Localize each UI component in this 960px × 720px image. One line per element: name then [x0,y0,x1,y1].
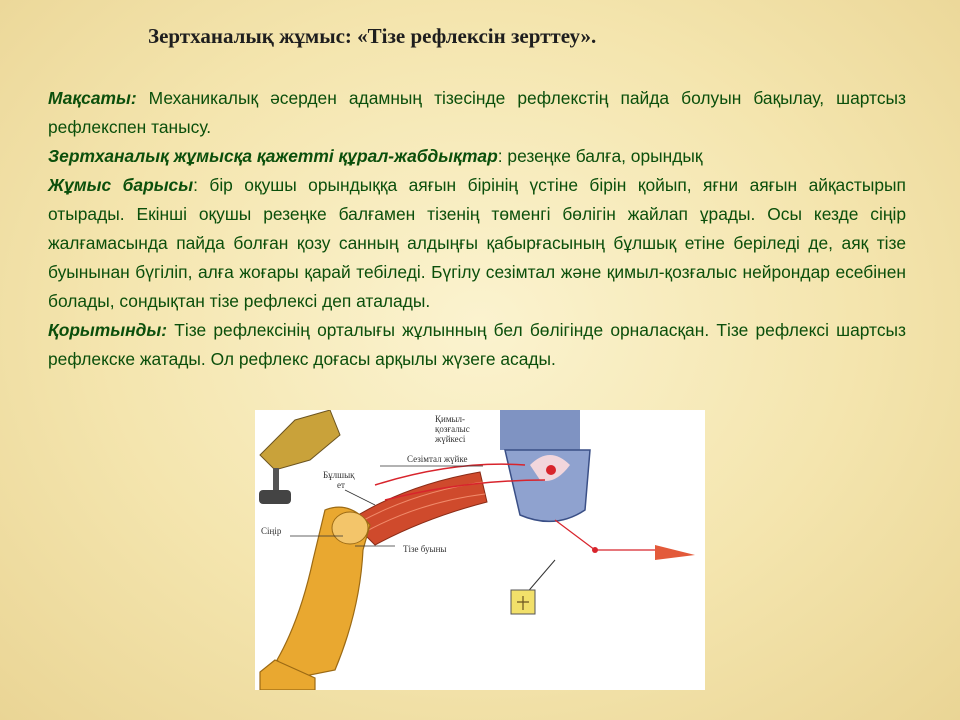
effector-muscle-icon [655,545,695,560]
knee-joint-icon [332,512,368,544]
slide-title: Зертханалық жұмыс: «Тізе рефлексін зерттеу». [148,24,597,48]
efferent-nerve [555,520,655,550]
sensory-nerve-label: Сезімтал жүйке [407,454,468,464]
hand-with-hammer [259,410,340,504]
goal-label: Мақсаты: [48,88,137,108]
motor-nerve-label-1: Қимыл- [435,414,466,424]
procedure-text: : бір оқушы орындыққа аяғын бірінің үстіне бірін қойып, яғни аяғын айқастырып отырады. Екінші оқушы резеңке балғамен тізенің төменгі бөлігін жайлап ұрады. Осы кезде сіңір жалғамасында пайда болған қозу санның алдыңғы қабырғасының бұлшық етіне беріледі де, аяқ тізе буынынан бүгіліп, алға жоғары қарай тебіледі. Бүгілу сезімтал және қимыл-қозғалыс нейрондар есебінен болады, сондықтан тізе рефлексі деп аталады. [48,175,906,311]
spinal-neuron [546,465,556,475]
equipment-text: : резеңке балға, орындық [497,146,703,166]
conclusion-paragraph [48,316,906,374]
knee-reflex-illustration [255,410,705,690]
goal-paragraph [48,84,906,142]
motor-nerve-label-2: қозғалыс [435,424,470,434]
body-text [48,84,906,374]
thigh [350,472,487,545]
equipment-paragraph [48,142,906,171]
procedure-label: Жұмыс барысы [48,175,194,195]
spinal-cord-top [500,410,580,450]
knee-joint-label: Тізе буыны [403,544,447,554]
conclusion-label: Қорытынды: [48,320,168,340]
equipment-label: Зертханалық жұмысқа қажетті құрал-жабдықтар [48,146,498,166]
procedure-paragraph [48,171,906,316]
glove-icon [260,410,340,470]
hammer-icon [259,490,291,504]
tendon-label: Сіңір [261,526,282,536]
muscle-label-2: ет [337,480,345,490]
hammer-handle [273,468,279,490]
muscle-label-1: Бұлшық [323,470,355,480]
knee-reflex-figure [255,410,705,690]
motor-nerve-label-3: жүйкесі [435,434,466,444]
spinal-cord [500,410,590,521]
goal-text: Механикалық әсерден адамның тізесінде рефлекстің пайда болуын бақылау, шартсыз рефлекспен танысу. [48,88,906,137]
conclusion-text: Тізе рефлексінің орталығы жұлынның бел бөлігінде орналасқан. Тізе рефлексі шартсыз рефлекске жатады. Ол рефлекс доғасы арқылы жүзеге асады. [48,320,906,369]
